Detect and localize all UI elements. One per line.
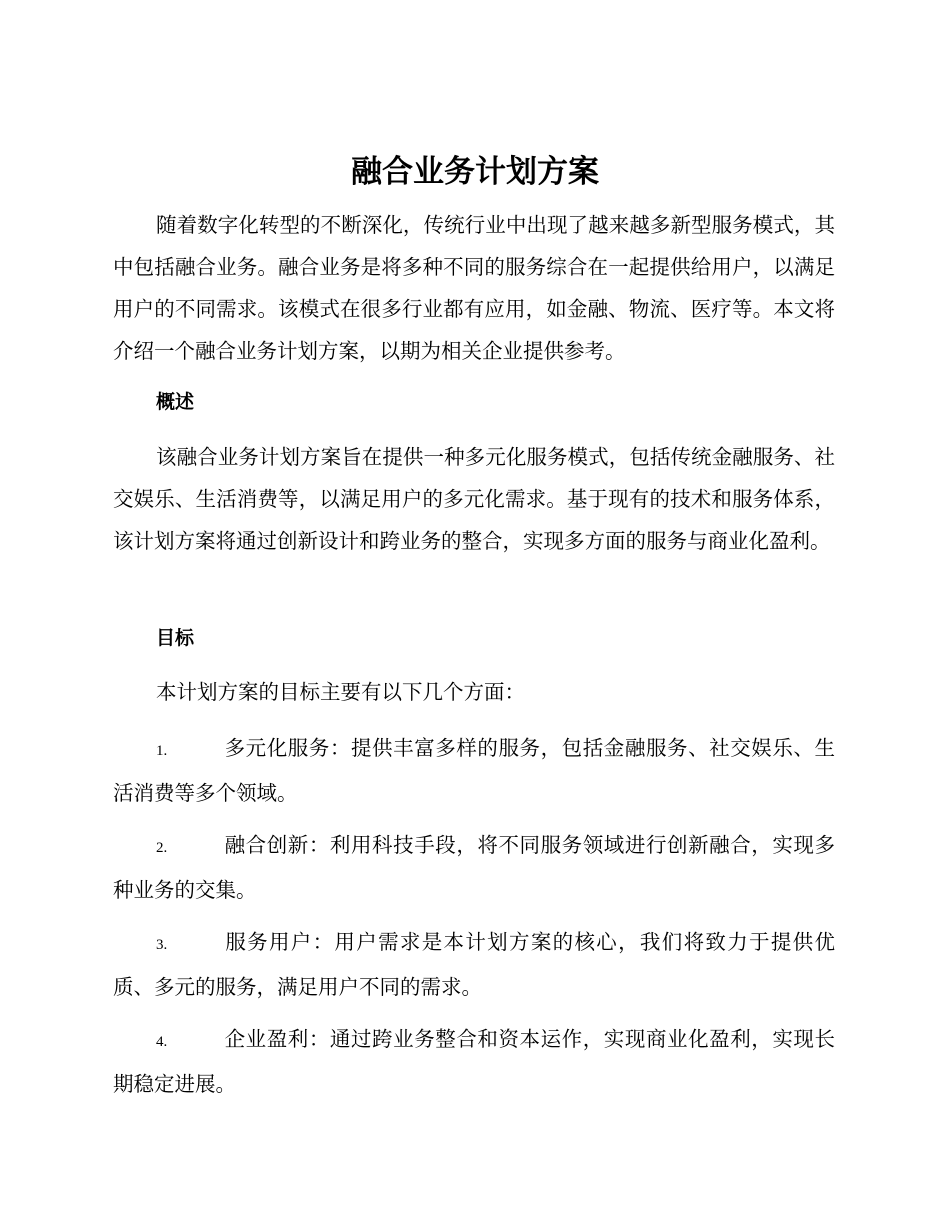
- section-heading-goals: 目标: [156, 627, 195, 649]
- overview-paragraph: 该融合业务计划方案旨在提供一种多元化服务模式，包括传统金融服务、社交娱乐、生活消费等，以满足用户的多元化需求。基于现有的技术和服务体系，该计划方案将通过创新设计和跨业务的整合，实现多方面的服务与商业化盈利。: [113, 445, 835, 553]
- goal-list-item: [113, 824, 835, 911]
- goal-text: 企业盈利：通过跨业务整合和资本运作，实现商业化盈利，实现长期稳定进展。: [113, 1027, 835, 1096]
- goal-number: 4.: [156, 1034, 168, 1050]
- intro-paragraph: 随着数字化转型的不断深化，传统行业中出现了越来越多新型服务模式，其中包括融合业务。融合业务是将多种不同的服务综合在一起提供给用户，以满足用户的不同需求。该模式在很多行业都有应用，如金融、物流、医疗等。本文将介绍一个融合业务计划方案，以期为相关企业提供参考。: [113, 213, 835, 363]
- goal-number: 1.: [156, 743, 168, 759]
- goal-list-item: [113, 921, 835, 1008]
- goal-number: 2.: [156, 840, 168, 856]
- goal-text: 服务用户：用户需求是本计划方案的核心，我们将致力于提供优质、多元的服务，满足用户不同的需求。: [113, 930, 835, 999]
- goal-number: 3.: [156, 937, 168, 953]
- goal-text: 融合创新：利用科技手段，将不同服务领域进行创新融合，实现多种业务的交集。: [113, 833, 835, 902]
- page-title: 融合业务计划方案: [351, 154, 599, 190]
- goal-list-item: [113, 1018, 835, 1105]
- section-heading-overview: 概述: [156, 391, 195, 413]
- goal-list-item: [113, 727, 835, 814]
- goals-intro-paragraph: 本计划方案的目标主要有以下几个方面：: [156, 680, 525, 704]
- goal-text: 多元化服务：提供丰富多样的服务，包括金融服务、社交娱乐、生活消费等多个领域。: [113, 736, 835, 805]
